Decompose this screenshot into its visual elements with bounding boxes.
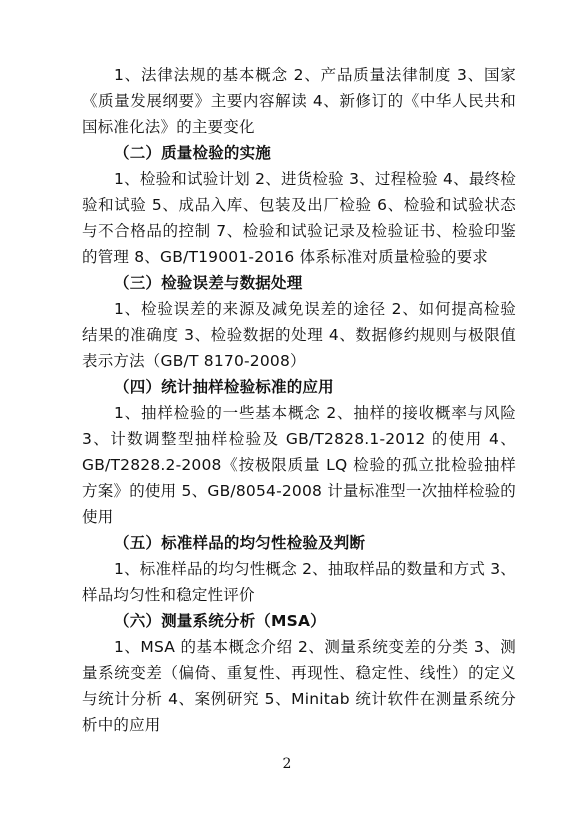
section-heading-sampling-standards: （四）统计抽样检验标准的应用 [114,378,334,396]
section-body-quality-inspection: 1、检验和试验计划 2、进货检验 3、过程检验 4、最终检验和试验 5、成品入库、包装及出厂检验 6、检验和试验状态与不合格品的控制 7、检验和试验记录及检验证书、检验印鉴的管理 8、GB/T19001-2016 体系标准对质量检验的要求 [82,170,516,266]
page-number: 2 [282,756,292,772]
section-heading-reference-material: （五）标准样品的均匀性检验及判断 [114,534,366,552]
section-body-inspection-error: 1、检验误差的来源及减免误差的途径 2、如何提高检验结果的准确度 3、检验数据的处理 4、数据修约规则与极限值表示方法（GB/T 8170-2008） [82,300,516,370]
page-content [82,62,516,738]
section-body-reference-material: 1、标准样品的均匀性概念 2、抽取样品的数量和方式 3、样品均匀性和稳定性评价 [82,560,516,604]
section-body-sampling-standards: 1、抽样检验的一些基本概念 2、抽样的接收概率与风险 3、计数调整型抽样检验及 GB/T2828.1-2012 的使用 4、GB/T2828.2-2008《按极限质量 LQ 检验的孤立批检验抽样方案》的使用 5、GB/8054-2008 计量标准型一次抽样检验的使用 [82,404,516,526]
intro-paragraph: 1、法律法规的基本概念 2、产品质量法律制度 3、国家《质量发展纲要》主要内容解读 4、新修订的《中华人民共和国标准化法》的主要变化 [82,66,516,136]
section-heading-inspection-error: （三）检验误差与数据处理 [114,274,303,292]
section-heading-msa: （六）测量系统分析（MSA） [114,612,326,630]
section-body-msa: 1、MSA 的基本概念介绍 2、测量系统变差的分类 3、测量系统变差（偏倚、重复性、再现性、稳定性、线性）的定义与统计分析 4、案例研究 5、Minitab 统计软件在测量系统分析中的应用 [82,638,516,734]
section-heading-quality-inspection: （二）质量检验的实施 [114,144,272,162]
